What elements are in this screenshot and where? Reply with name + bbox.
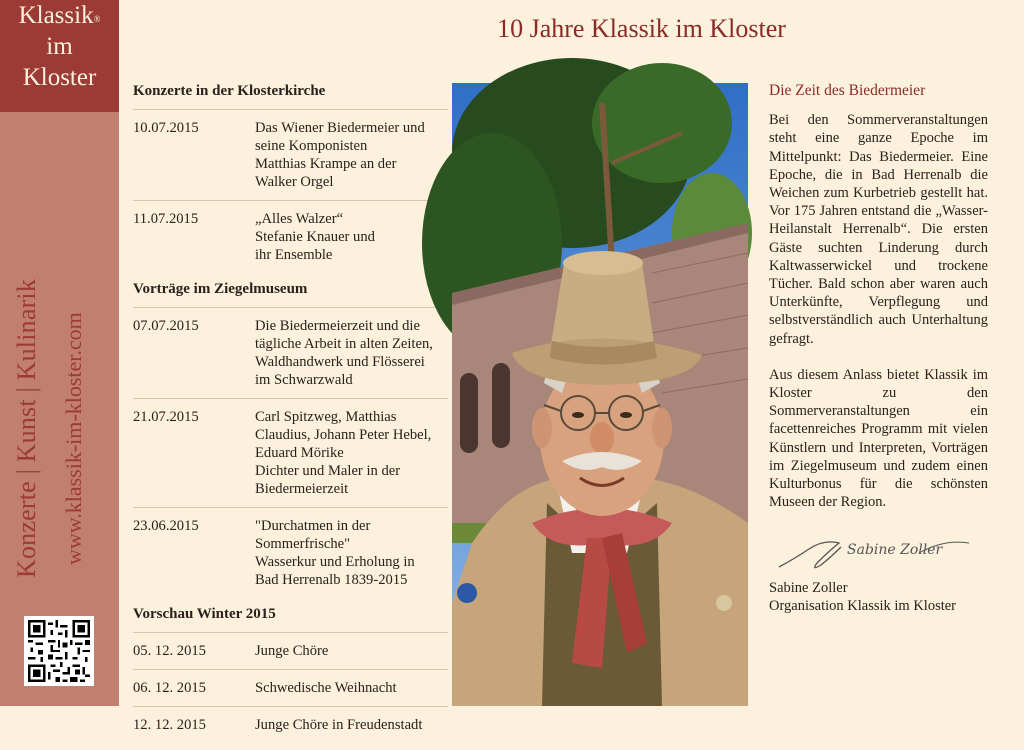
event-description: „Alles Walzer“ Stefanie Knauer und ihr Ensemble — [255, 211, 375, 263]
divider — [133, 632, 448, 633]
intro-paragraph: Aus diesem Anlass bietet Klassik im Kloster zu den Sommerveranstaltungen ein facettenreiches Programm mit vielen Künstlern und Interpreten, Vorträgen im Ziegelmuseum und zudem einen Kulturbonus für die schönsten Museen der Region. — [769, 366, 988, 511]
photo-man-in-top-hat — [452, 83, 748, 706]
section-heading: Vorschau Winter 2015 — [133, 606, 276, 622]
event-date: 21.07.2015 — [133, 409, 199, 425]
event-row — [133, 210, 448, 264]
logo — [0, 0, 119, 112]
event-description: Junge Chöre in Freudenstadt — [255, 717, 423, 733]
event-row — [133, 716, 448, 734]
logo-word-klassik: Klassik — [18, 2, 94, 29]
event-date: 10.07.2015 — [133, 120, 199, 136]
event-row — [133, 317, 448, 389]
section-heading: Konzerte in der Klosterkirche — [133, 83, 326, 99]
event-row — [133, 517, 448, 589]
website-url[interactable]: www.klassik-im-kloster.com — [61, 312, 86, 565]
section-heading: Vorträge im Ziegelmuseum — [133, 281, 308, 297]
section-concerts — [133, 82, 448, 264]
program-list — [133, 82, 448, 750]
event-description: Die Biedermeierzeit und die tägliche Arbeit in alten Zeiten, Waldhandwerk und Flösserei im Schwarzwald — [255, 318, 433, 388]
divider — [133, 200, 448, 201]
event-row — [133, 408, 448, 498]
qr-code-icon — [28, 620, 90, 682]
logo-word-kloster: Kloster — [22, 64, 97, 91]
intro-heading: Die Zeit des Biedermeier — [769, 82, 926, 99]
signature — [769, 529, 988, 579]
divider — [133, 507, 448, 508]
event-description: Carl Spitzweg, Matthias Claudius, Johann Peter Hebel, Eduard Mörike Dichter und Maler in der Biedermeierzeit — [255, 409, 432, 497]
event-description: "Durchatmen in der Sommerfrische" Wasserkur und Erholung in Bad Herrenalb 1839-2015 — [255, 518, 415, 588]
registered-mark: ® — [93, 14, 101, 24]
event-date: 06. 12. 2015 — [133, 680, 206, 696]
event-date: 05. 12. 2015 — [133, 643, 206, 659]
logo-word-im: im — [46, 33, 73, 60]
signatory-name: Sabine Zoller — [769, 580, 848, 597]
page-title: 10 Jahre Klassik im Kloster — [497, 14, 786, 43]
event-description: Junge Chöre — [255, 643, 329, 659]
intro-column — [769, 82, 988, 615]
tagline: Konzerte | Kunst | Kulinarik — [12, 278, 41, 578]
event-date: 12. 12. 2015 — [133, 717, 206, 733]
divider — [133, 307, 448, 308]
section-winter-preview — [133, 605, 448, 734]
event-date: 23.06.2015 — [133, 518, 199, 534]
intro-paragraph: Bei den Sommerveranstaltungen steht eine ganze Epoche im Mittelpunkt: Das Biedermeier. Eine Epoche, die in Bad Herrenalb die Weichen zum Kurbetrieb gestellt hat. Vor 175 Jahren entstand die „Wasser-Heilanstalt Herrenalb“. Die ersten Gäste suchten Linderung durch Kaltwasserwickel und trockene Tücher. Bald schon aber waren auch Unterkünfte, Verpflegung und selbstverständlich auch Unterhaltung gefragt. — [769, 112, 988, 347]
section-lectures — [133, 280, 448, 589]
event-date: 07.07.2015 — [133, 318, 199, 334]
event-date: 11.07.2015 — [133, 211, 199, 227]
qr-code[interactable] — [24, 616, 94, 686]
event-row — [133, 642, 448, 660]
signatory-role: Organisation Klassik im Kloster — [769, 598, 957, 615]
divider — [133, 669, 448, 670]
portrait-illustration — [452, 83, 748, 706]
event-row — [133, 679, 448, 697]
event-row — [133, 119, 448, 191]
divider — [133, 398, 448, 399]
signature-graphic — [769, 529, 988, 579]
event-description: Das Wiener Biedermeier und seine Komponisten Matthias Krampe an der Walker Orgel — [255, 120, 425, 190]
divider — [133, 109, 448, 110]
signature-text: Sabine Zoller — [847, 542, 943, 559]
event-description: Schwedische Weihnacht — [255, 680, 397, 696]
divider — [133, 706, 448, 707]
